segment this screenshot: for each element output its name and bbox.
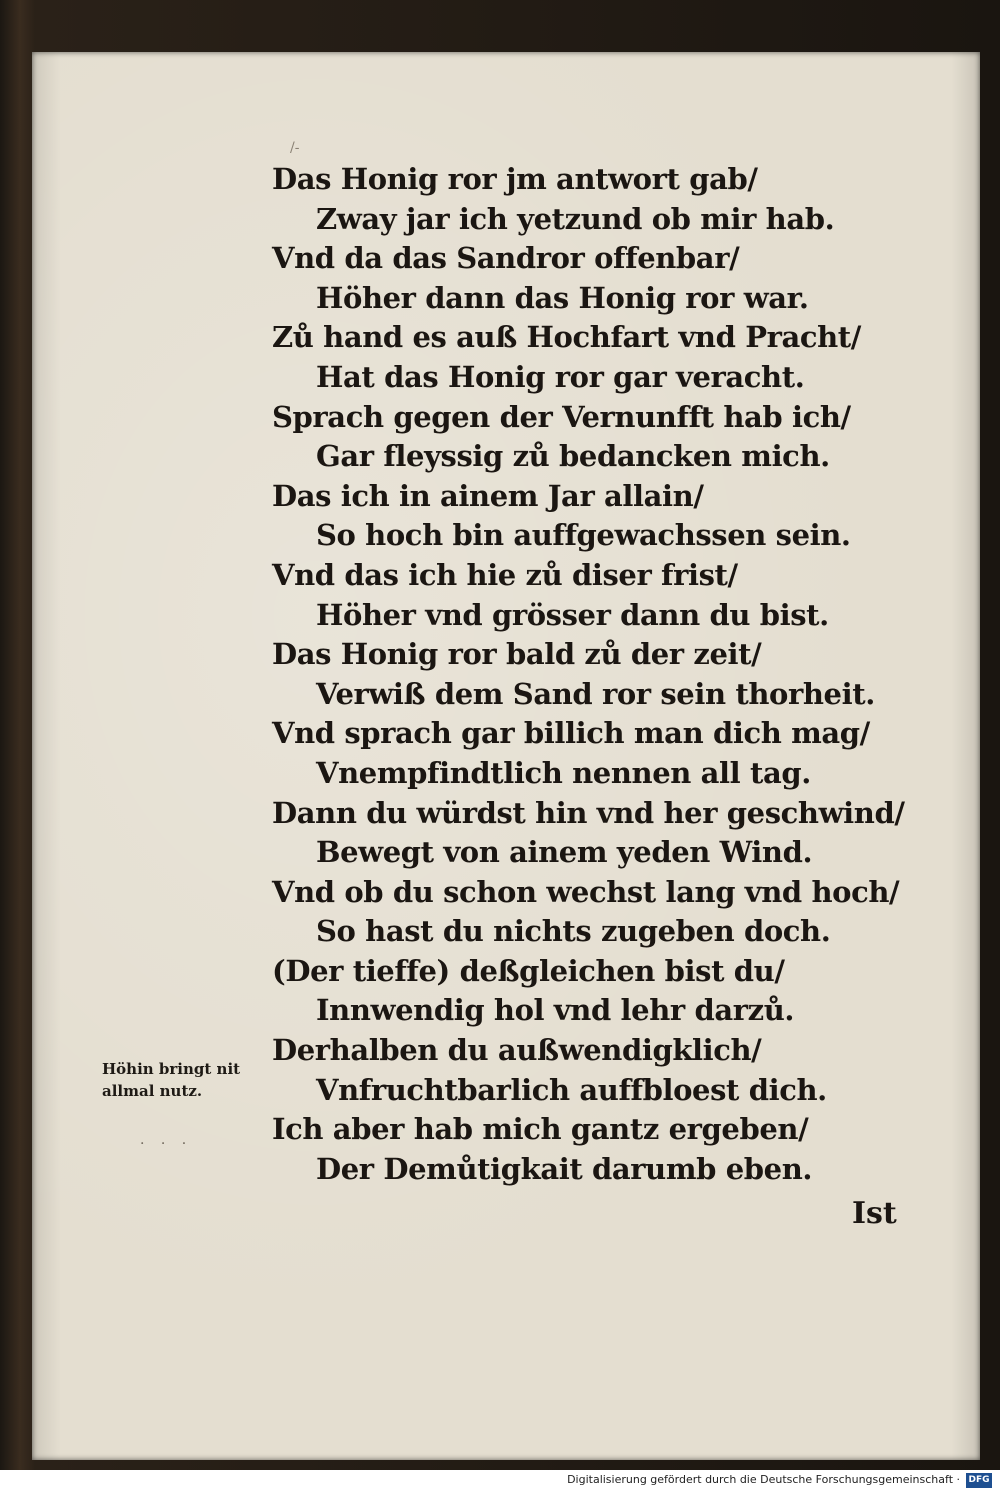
margin-note-line-1: Höhin bringt nit	[102, 1060, 241, 1078]
verse-line: Der Demůtigkait darumb eben.	[316, 1151, 813, 1186]
verse-line: Sprach gegen der Vernunfft hab ich/	[272, 399, 851, 434]
verse-line: (Der tieffe) deßgleichen bist du/	[272, 953, 785, 988]
verse-line: Vnd sprach gar billich man dich mag/	[272, 716, 870, 751]
verse-line: Zů hand es auß Hochfart vnd Pracht/	[272, 320, 861, 355]
page-mark: /-	[290, 140, 300, 156]
verse-text	[272, 160, 905, 1189]
verse-line: Vnd da das Sandror offenbar/	[272, 241, 740, 276]
catchword: Ist	[852, 1196, 897, 1231]
verse-line: Gar fleyssig zů bedancken mich.	[316, 439, 830, 474]
footer-bar	[0, 1470, 1000, 1492]
verse-line: Vnempfindtlich nennen all tag.	[316, 755, 811, 790]
margin-note	[102, 1058, 240, 1102]
verse-line: Derhalben du außwendigklich/	[272, 1033, 762, 1068]
book-page	[32, 52, 980, 1460]
margin-note-line-2: allmal nutz.	[102, 1082, 203, 1100]
verse-line: Vnfruchtbarlich auffbloest dich.	[316, 1072, 827, 1107]
verse-line: Dann du würdst hin vnd her geschwind/	[272, 795, 905, 830]
margin-dots: · · ·	[140, 1136, 193, 1152]
verse-line: Zway jar ich yetzund ob mir hab.	[316, 201, 835, 236]
funding-credit: Digitalisierung gefördert durch die Deutsche Forschungsgemeinschaft ·	[567, 1473, 960, 1486]
verse-line: Das ich in ainem Jar allain/	[272, 478, 704, 513]
verse-line: So hast du nichts zugeben doch.	[316, 914, 831, 949]
verse-line: Ich aber hab mich gantz ergeben/	[272, 1112, 809, 1147]
verse-line: So hoch bin auffgewachssen sein.	[316, 518, 851, 553]
verse-line: Hat das Honig ror gar veracht.	[316, 359, 805, 394]
verse-line: Innwendig hol vnd lehr darzů.	[316, 993, 795, 1028]
verse-line: Das Honig ror bald zů der zeit/	[272, 637, 762, 672]
verse-line: Das Honig ror jm antwort gab/	[272, 162, 758, 196]
verse-line: Verwiß dem Sand ror sein thorheit.	[316, 676, 875, 711]
verse-line: Vnd das ich hie zů diser frist/	[272, 557, 738, 592]
verse-line: Höher dann das Honig ror war.	[316, 280, 809, 315]
verse-line: Höher vnd grösser dann du bist.	[316, 597, 829, 632]
dfg-logo: DFG	[966, 1473, 992, 1488]
verse-line: Bewegt von ainem yeden Wind.	[316, 835, 813, 870]
verse-line: Vnd ob du schon wechst lang vnd hoch/	[272, 874, 900, 909]
